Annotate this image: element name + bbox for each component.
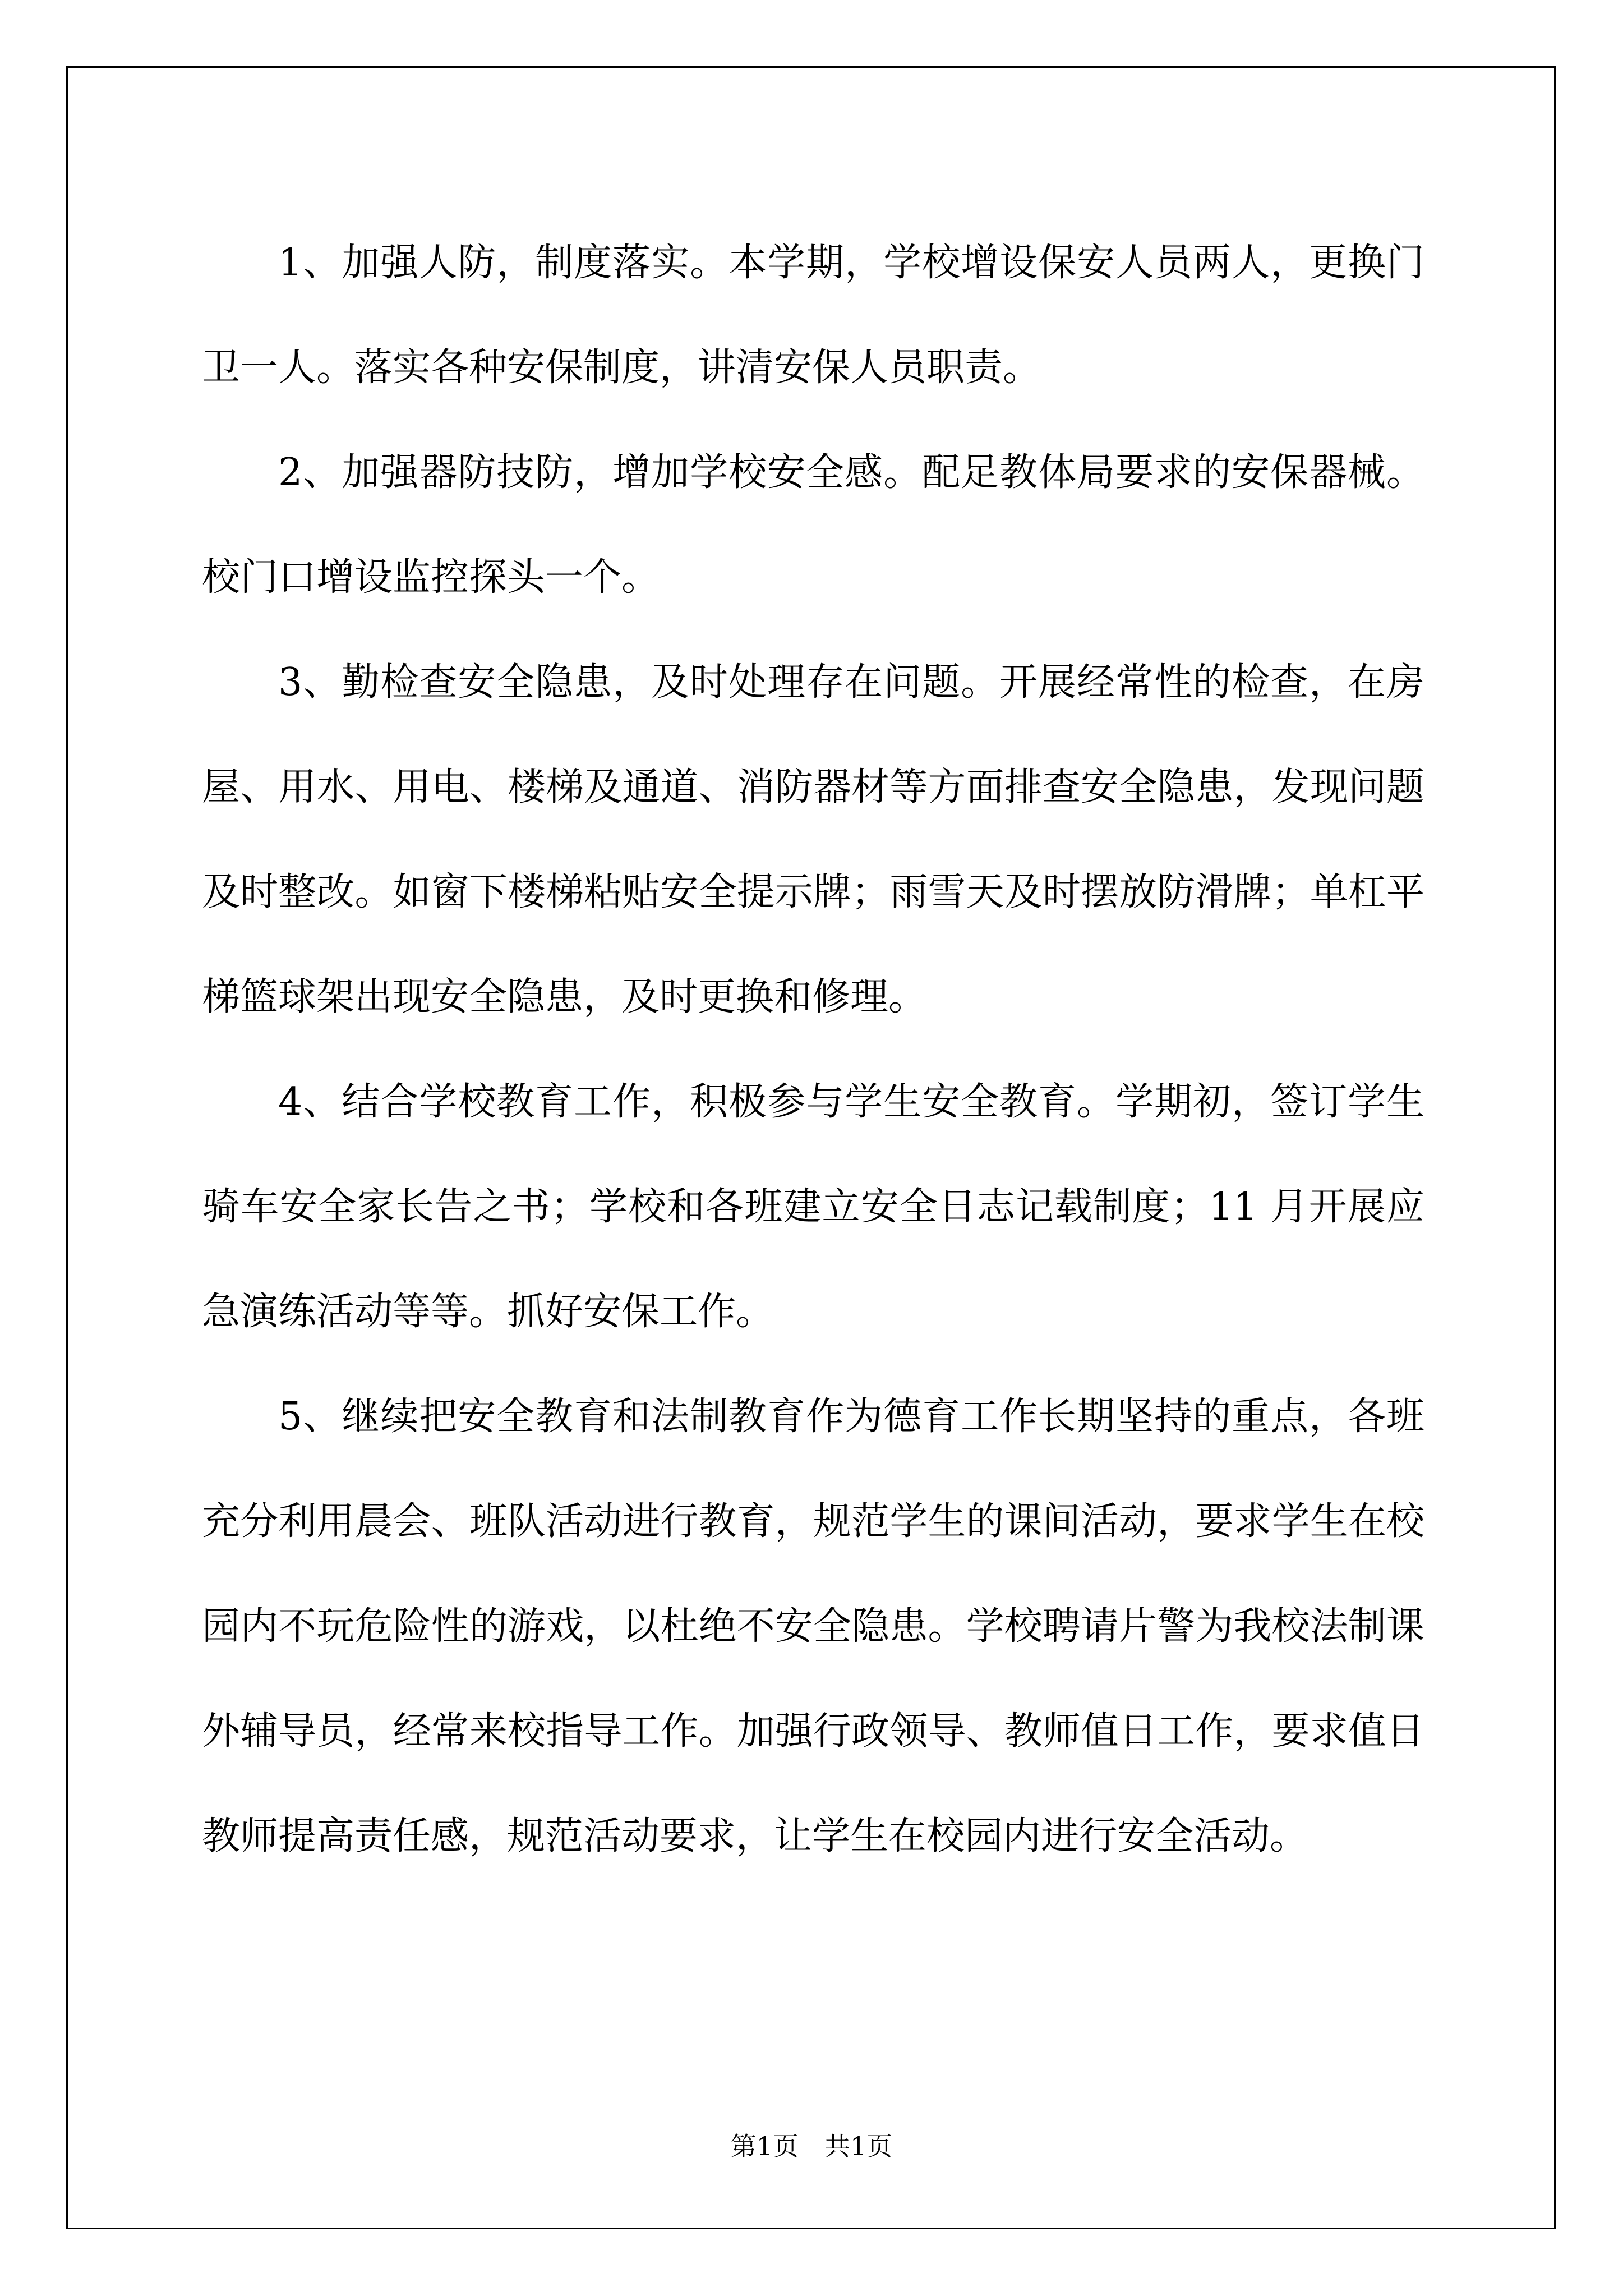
paragraph-2: 2、加强器防技防，增加学校安全感。配足教体局要求的安保器械。校门口增设监控探头一个。 bbox=[202, 450, 1424, 600]
document-body bbox=[202, 210, 1424, 1889]
paragraph-1: 1、加强人防，制度落实。本学期，学校增设保安人员两人，更换门卫一人。落实各种安保制度，讲清安保人员职责。 bbox=[202, 241, 1424, 390]
paragraph-5: 5、继续把安全教育和法制教育作为德育工作长期坚持的重点，各班充分利用晨会、班队活动进行教育，规范学生的课间活动，要求学生在校园内不玩危险性的游戏，以杜绝不安全隐患。学校聘请片警为我校法制课外辅导员，经常来校指导工作。加强行政领导、教师值日工作，要求值日教师提高责任感，规范活动要求，让学生在校园内进行安全活动。 bbox=[202, 1395, 1424, 1858]
page-footer: 第1页 共1页 bbox=[730, 2131, 893, 2161]
paragraph-3: 3、勤检查安全隐患，及时处理存在问题。开展经常性的检查，在房屋、用水、用电、楼梯及通道、消防器材等方面排查安全隐患，发现问题及时整改。如窗下楼梯粘贴安全提示牌；雨雪天及时摆放防滑牌；单杠平梯篮球架出现安全隐患，及时更换和修理。 bbox=[202, 660, 1424, 1019]
paragraph-4: 4、结合学校教育工作，积极参与学生安全教育。学期初，签订学生骑车安全家长告之书；学校和各班建立安全日志记载制度；11 月开展应急演练活动等等。抓好安保工作。 bbox=[202, 1080, 1424, 1334]
